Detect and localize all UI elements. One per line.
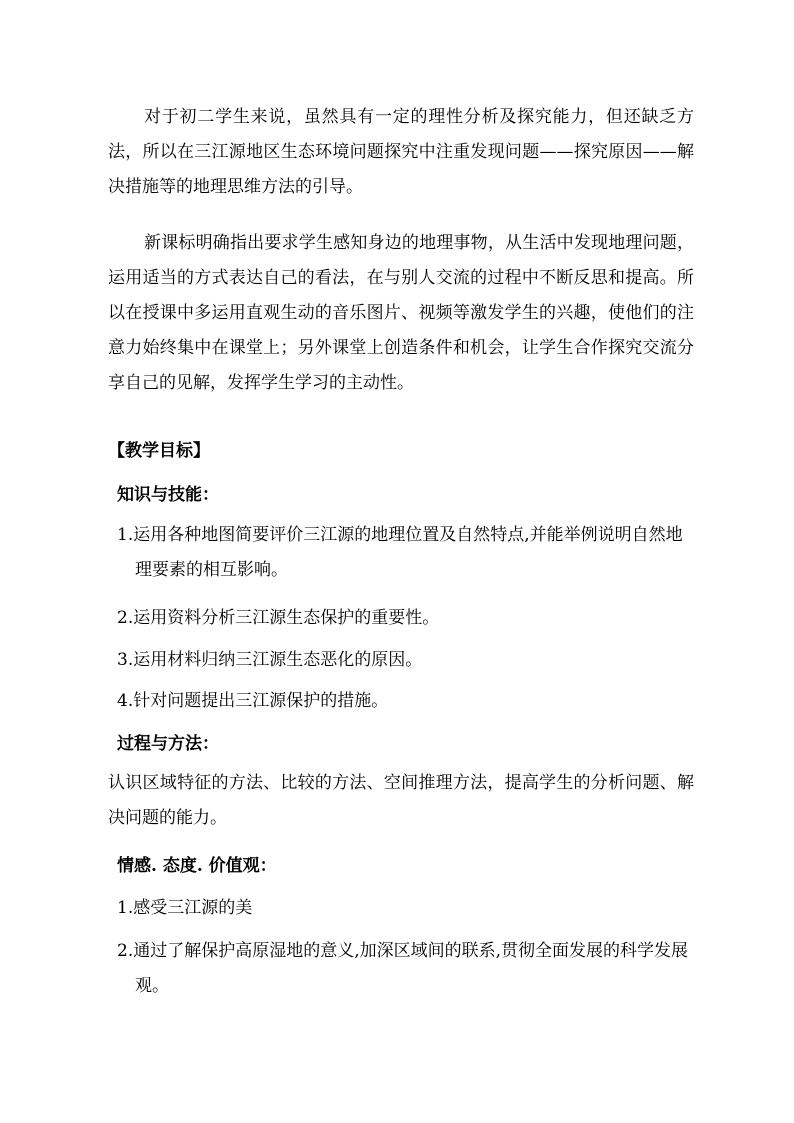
process-section bbox=[108, 727, 694, 762]
intro-section bbox=[108, 100, 694, 205]
process-title: 过程与方法： bbox=[117, 734, 219, 754]
knowledge-list-4 bbox=[108, 684, 694, 719]
list-item: 2.通过了解保护高原湿地的意义,加深区域间的联系,贯彻全面发展的科学发展观。 bbox=[117, 941, 689, 996]
knowledge-list bbox=[108, 518, 694, 588]
list-item: 1.感受三江源的美 bbox=[117, 898, 253, 918]
knowledge-title: 知识与技能： bbox=[117, 485, 219, 505]
objectives-heading: 【教学目标】 bbox=[108, 441, 210, 461]
intro-paragraph-2: 新课标明确指出要求学生感知身边的地理事物，从生活中发现地理问题，运用适当的方式表达自己的看法，在与别人交流的过程中不断反思和提高。所以在授课中多运用直观生动的音乐图片、视频等激发学生的兴趣，使他们的注意力始终集中在课堂上；另外课堂上创造条件和机会，让学生合作探究交流分享自己的见解，发挥学生学习的主动性。 bbox=[108, 233, 694, 393]
knowledge-list-2 bbox=[108, 601, 694, 636]
intro-paragraph-1: 对于初二学生来说，虽然具有一定的理性分析及探究能力，但还缺乏方法，所以在三江源地区生态环境问题探究中注重发现问题——探究原因——解决措施等的地理思维方法的引导。 bbox=[108, 107, 694, 197]
list-item: 1.运用各种地图简要评价三江源的地理位置及自然特点,并能举例说明自然地理要素的相互影响。 bbox=[117, 525, 683, 580]
list-item: 2.运用资料分析三江源生态保护的重要性。 bbox=[117, 608, 440, 628]
process-text-block bbox=[108, 766, 694, 836]
knowledge-list-3 bbox=[108, 643, 694, 678]
process-text: 认识区域特征的方法、比较的方法、空间推理方法，提高学生的分析问题、解决问题的能力。 bbox=[108, 773, 694, 828]
list-item: 3.运用材料归纳三江源生态恶化的原因。 bbox=[117, 650, 423, 670]
emotion-list bbox=[108, 891, 694, 926]
emotion-list-2 bbox=[108, 934, 694, 1004]
list-item: 4.针对问题提出三江源保护的措施。 bbox=[117, 691, 389, 711]
knowledge-section bbox=[108, 478, 694, 513]
intro-section-2 bbox=[108, 226, 694, 401]
objectives-section bbox=[108, 434, 694, 469]
emotion-title: 情感. 态度. 价值观： bbox=[117, 856, 277, 876]
emotion-section bbox=[108, 849, 694, 884]
